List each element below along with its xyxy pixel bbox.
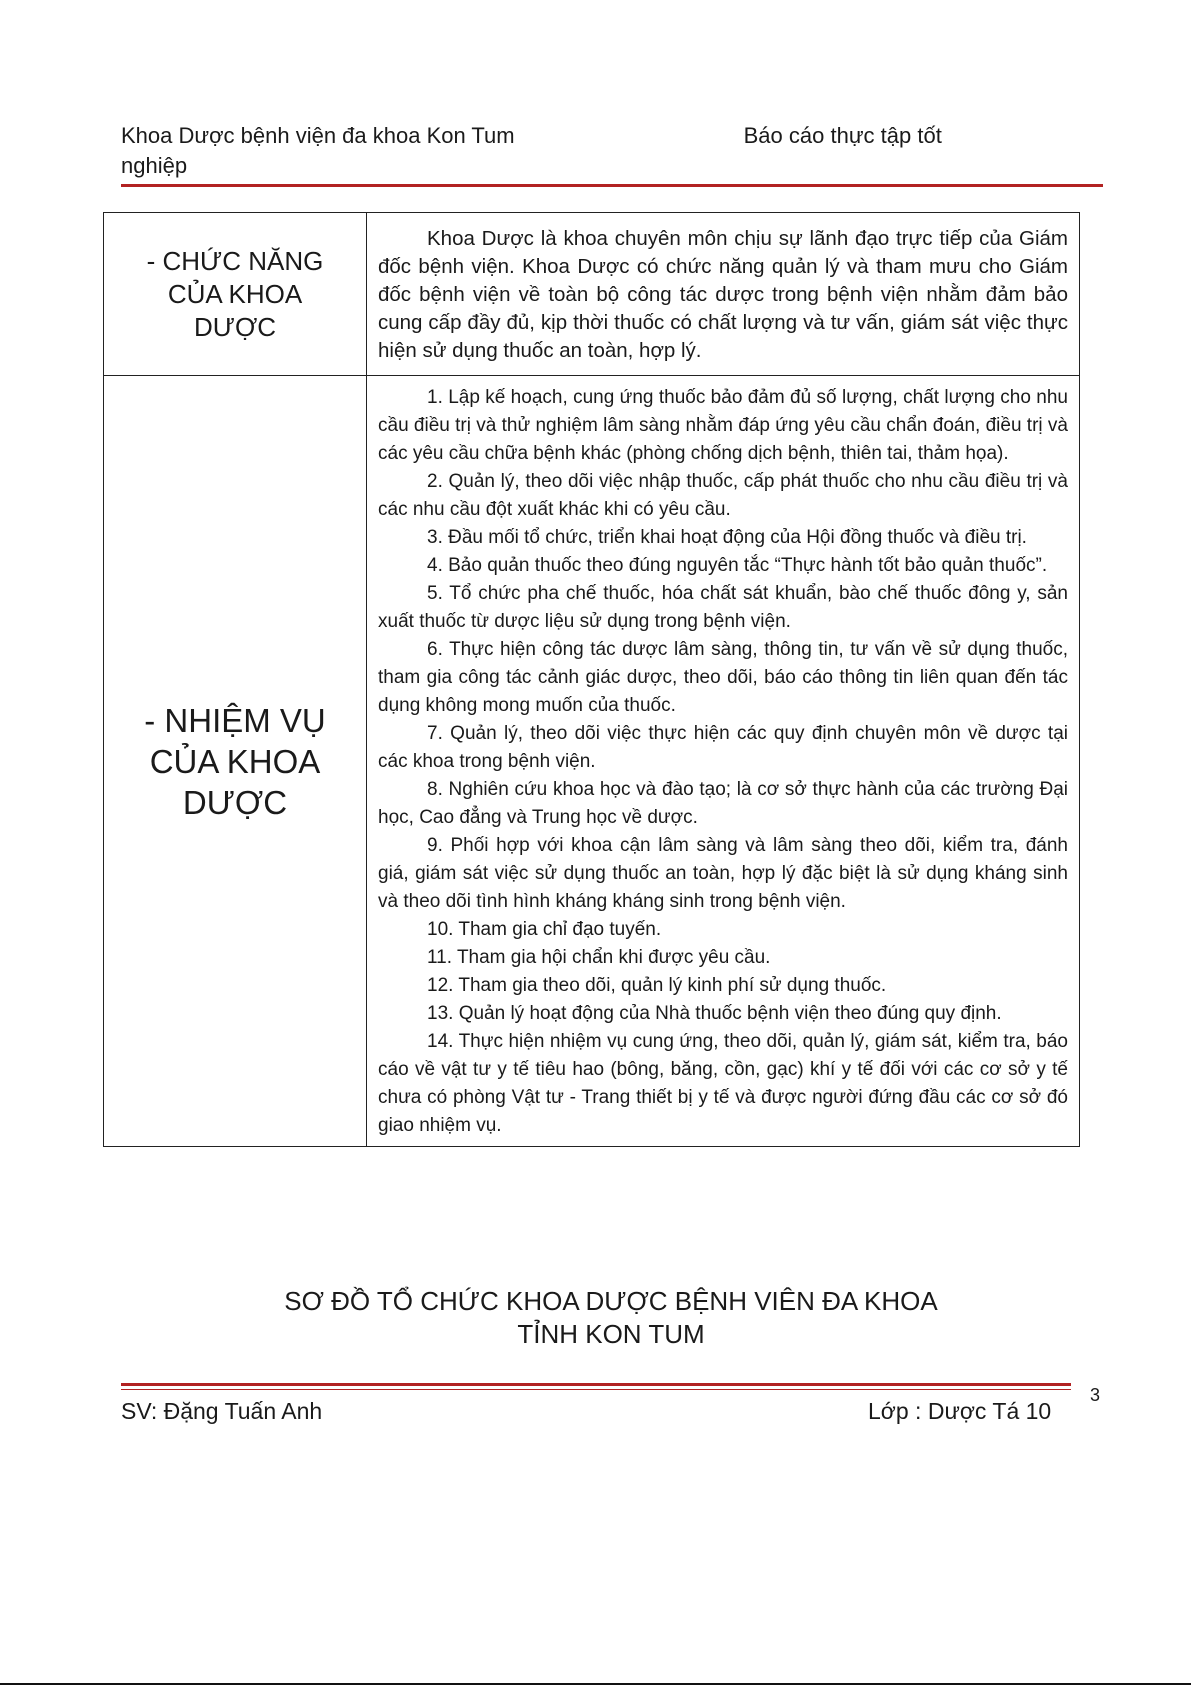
footer-class-name: Lớp : Dược Tá 10 — [868, 1398, 1052, 1424]
duty-item: 12. Tham gia theo dõi, quản lý kinh phí sử dụng thuốc. — [427, 975, 887, 996]
duty-item: 5. Tổ chức pha chế thuốc, hóa chất sát khuẩn, bào chế thuốc đông y, sản xuất thuốc từ dược liệu sử dụng trong bệnh viện. — [378, 583, 1068, 632]
header-right-text: Báo cáo thực tập tốt — [743, 123, 942, 148]
header-left-text: Khoa Dược bệnh viện đa khoa Kon Tum — [121, 123, 515, 148]
functions-label-cell — [104, 213, 367, 376]
duties-body-cell — [367, 376, 1080, 1147]
header-wrap-text: nghiệp — [121, 153, 188, 178]
footer-divider-thin — [121, 1389, 1071, 1390]
footer-student-name: SV: Đặng Tuấn Anh — [121, 1398, 323, 1424]
header-first-line — [121, 121, 1021, 151]
functions-body-cell — [367, 213, 1080, 376]
duty-item: 14. Thực hiện nhiệm vụ cung ứng, theo dõi, quản lý, giám sát, kiểm tra, báo cáo về vật tư y tế tiêu hao (bông, băng, cồn, gạc) khí y tế đối với các cơ sở y tế chưa có phòng Vật tư - Trang thiết bị y tế và được người đứng đầu các cơ sở đó giao nhiệm vụ. — [378, 1031, 1068, 1136]
page-header — [121, 121, 1021, 181]
duty-item: 2. Quản lý, theo dõi việc nhập thuốc, cấp phát thuốc cho nhu cầu điều trị và các nhu cầu đột xuất khác khi có yêu cầu. — [378, 471, 1068, 520]
org-chart-title-line1: SƠ ĐỒ TỔ CHỨC KHOA DƯỢC BỆNH VIÊN ĐA KHOA — [284, 1286, 938, 1316]
org-chart-title-line2: TỈNH KON TUM — [517, 1319, 705, 1349]
duties-label: - NHIỆM VỤ CỦA KHOA DƯỢC — [144, 701, 326, 821]
duty-item: 3. Đầu mối tổ chức, triển khai hoạt động của Hội đồng thuốc và điều trị. — [427, 527, 1027, 548]
footer-divider — [121, 1383, 1071, 1386]
functions-text: Khoa Dược là khoa chuyên môn chịu sự lãnh đạo trực tiếp của Giám đốc bệnh viện. Khoa Dược có chức năng quản lý và tham mưu cho Giám đốc bệnh viện về toàn bộ công tác dược trong bệnh viện nhằm đảm bảo cung cấp đầy đủ, kịp thời thuốc có chất lượng và tư vấn, giám sát việc thực hiện sử dụng thuốc an toàn, hợp lý. — [378, 227, 1068, 362]
duty-item: 10. Tham gia chỉ đạo tuyến. — [427, 919, 662, 940]
duty-item: 6. Thực hiện công tác dược lâm sàng, thông tin, tư vấn về sử dụng thuốc, tham gia công tác cảnh giác dược, theo dõi, báo cáo thông tin liên quan đến tác dụng không mong muốn của thuốc. — [378, 639, 1068, 716]
org-chart-title — [121, 1285, 1101, 1351]
functions-label: - CHỨC NĂNG CỦA KHOA DƯỢC — [146, 245, 324, 342]
duties-row — [104, 376, 1080, 1147]
duty-item: 1. Lập kế hoạch, cung ứng thuốc bảo đảm đủ số lượng, chất lượng cho nhu cầu điều trị và thử nghiệm lâm sàng nhằm đáp ứng yêu cầu chẩn đoán, điều trị và các yêu cầu chữa bệnh khác (phòng chống dịch bệnh, thiên tai, thảm họa). — [378, 387, 1068, 464]
duty-item: 4. Bảo quản thuốc theo đúng nguyên tắc “Thực hành tốt bảo quản thuốc”. — [427, 555, 1048, 576]
duties-label-cell — [104, 376, 367, 1147]
duty-item: 8. Nghiên cứu khoa học và đào tạo; là cơ sở thực hành của các trường Đại học, Cao đẳng và Trung học về dược. — [378, 779, 1068, 828]
header-divider — [121, 184, 1103, 187]
duty-item: 7. Quản lý, theo dõi việc thực hiện các quy định chuyên môn về dược tại các khoa trong bệnh viện. — [378, 723, 1068, 772]
duty-item: 9. Phối hợp với khoa cận lâm sàng và lâm sàng theo dõi, kiểm tra, đánh giá, giám sát việc sử dụng thuốc an toàn, hợp lý đặc biệt là sử dụng kháng sinh và theo dõi tình hình kháng kháng sinh trong bệnh viện. — [378, 835, 1068, 912]
duty-item: 13. Quản lý hoạt động của Nhà thuốc bệnh viện theo đúng quy định. — [427, 1003, 1002, 1024]
duty-item: 11. Tham gia hội chẩn khi được yêu cầu. — [427, 947, 771, 968]
functions-row — [104, 213, 1080, 376]
pharmacy-duties-table — [103, 212, 1080, 1147]
page-number: 3 — [1090, 1385, 1101, 1405]
